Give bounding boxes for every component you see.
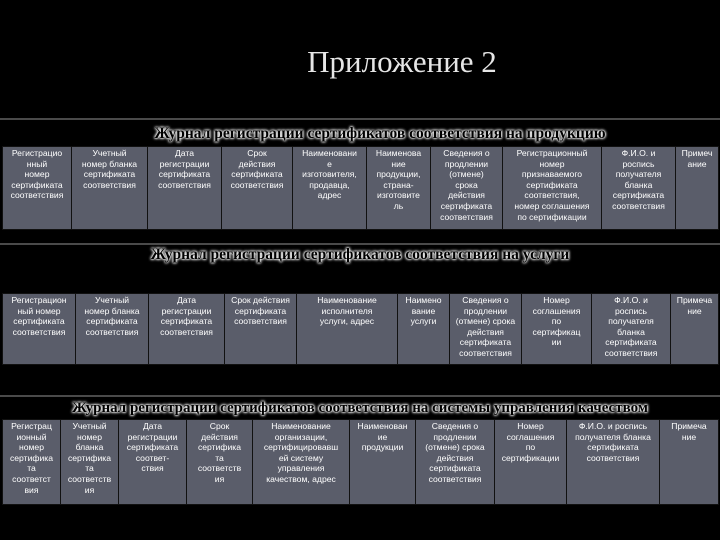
column-header-extension-info: Сведения о продлении (отмене) срока действия сертификата соответствия [450,294,522,365]
column-header-registration-number: Регистрацио нный номер сертификата соответствия [3,147,72,230]
column-header-certified-organization: Наименование организации, сертифицировавш ей систему управления качеством, адрес [253,420,350,505]
column-header-service-name: Наимено вание услуги [398,294,450,365]
column-header-extension-info: Сведения о продлении (отмене) срока действия сертификата соответствия [431,147,503,230]
column-header-blank-number: Учетный номер бланка сертифика та соответств ия [61,420,119,505]
column-header-blank-number: Учетный номер бланка сертификата соответствия [72,147,148,230]
column-header-registration-date: Дата регистрации сертификата соответствия [149,294,225,365]
column-header-validity-period: Срок действия сертифика та соответств ия [187,420,253,505]
column-header-recipient: Ф.И.О. и роспись получателя бланка сертификата соответствия [592,294,671,365]
table-row [3,420,719,505]
column-header-agreement-number: Номер соглашения по сертификац ии [522,294,592,365]
separator-bottom [0,395,720,397]
separator-middle [0,243,720,245]
column-header-blank-number: Учетный номер бланка сертификата соответствия [76,294,149,365]
journal-products-table [2,146,719,230]
column-header-validity-period: Срок действия сертификата соответствия [222,147,293,230]
column-header-validity-period: Срок действия сертификата соответствия [225,294,297,365]
table-row [3,147,719,230]
column-header-manufacturer: Наименовани е изготовителя, продавца, адрес [293,147,367,230]
column-header-registration-number: Регистрацион ный номер сертификата соответствия [3,294,76,365]
column-header-recipient: Ф.И.О. и роспись получателя бланка сертификата соответствия [567,420,660,505]
column-header-product-name: Наименован ие продукции [350,420,416,505]
column-header-note: Примеч ание [676,147,719,230]
journal-products-heading: Журнал регистрации сертификатов соответствия на продукцию [154,125,606,142]
column-header-extension-info: Сведения о продлении (отмене) срока действия сертификата соответствия [416,420,495,505]
journal-qms-table [2,419,719,505]
column-header-product-name: Наименова ние продукции, страна- изготовите ль [367,147,431,230]
column-header-note: Примеча ние [660,420,719,505]
journal-services-heading: Журнал регистрации сертификатов соответствия на услуги [150,246,570,263]
table-row [3,294,719,365]
journal-qms-heading: Журнал регистрации сертификатов соответствия на системы управления качеством [71,400,648,416]
slide-title: Приложение 2 [307,44,497,79]
column-header-agreement-number: Номер соглашения по сертификации [495,420,567,505]
column-header-registration-date: Дата регистрации сертификата соответ- ствия [119,420,187,505]
column-header-note: Примеча ние [671,294,719,365]
separator-top [0,118,720,120]
journal-services-table [2,293,719,365]
column-header-registration-date: Дата регистрации сертификата соответствия [148,147,222,230]
column-header-recognized-certificate: Регистрационный номер признаваемого сертификата соответствия, номер соглашения по сертификации [503,147,602,230]
column-header-recipient: Ф.И.О. и роспись получателя бланка сертификата соответствия [602,147,676,230]
column-header-registration-number: Регистрац ионный номер сертифика та соответст вия [3,420,61,505]
column-header-service-provider: Наименование исполнителя услуги, адрес [297,294,398,365]
